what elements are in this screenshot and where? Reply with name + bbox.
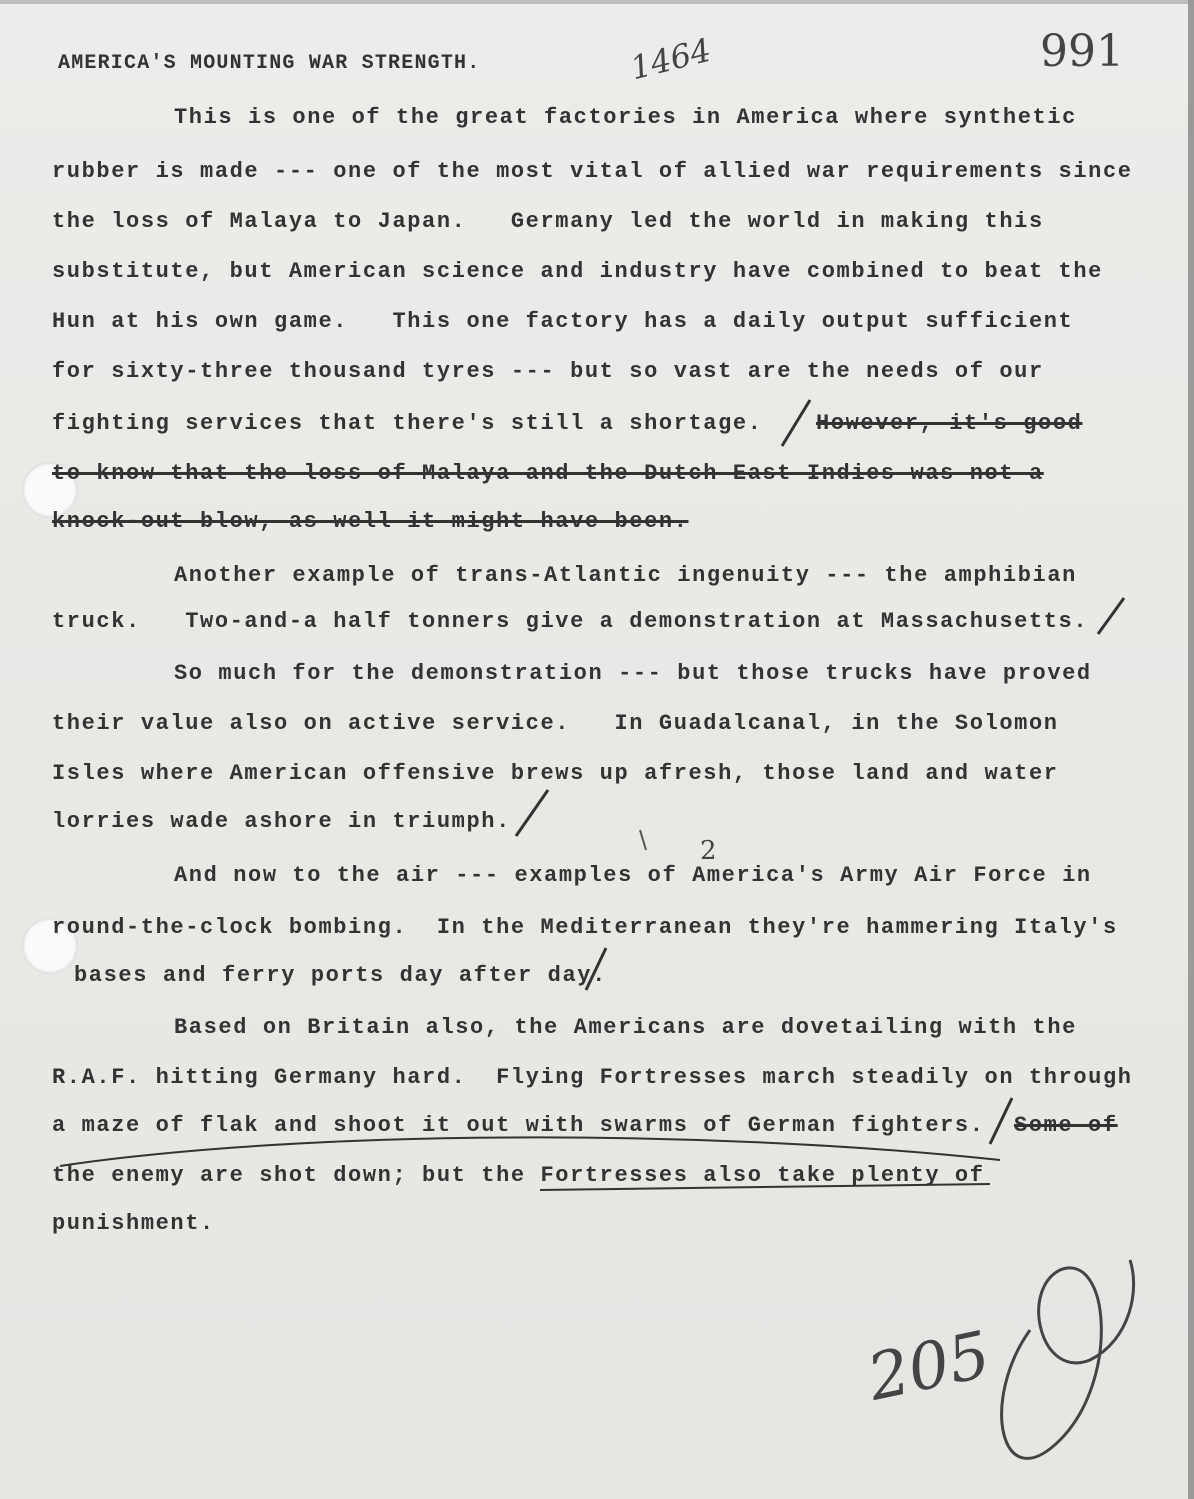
- text-line-22: the enemy are shot down; but the Fortresses also take plenty of: [52, 1163, 985, 1188]
- text-line-11: truck. Two-and-a half tonners give a demonstration at Massachusetts.: [52, 609, 1089, 634]
- text-line-19: Based on Britain also, the Americans are dovetailing with the: [174, 1015, 1077, 1040]
- text-line-23: punishment.: [52, 1211, 215, 1236]
- text-line-13: their value also on active service. In Guadalcanal, in the Solomon: [52, 711, 1059, 736]
- text-line-21: a maze of flak and shoot it out with swarms of German fighters.: [52, 1113, 985, 1138]
- slash-mark-2: [1098, 598, 1124, 634]
- pen-underline: [540, 1184, 990, 1190]
- text-line-18: bases and ferry ports day after day.: [74, 963, 607, 988]
- text-line-7: fighting services that there's still a shortage.: [52, 411, 763, 436]
- text-line-16: And now to the air --- examples of America's Army Air Force in: [174, 863, 1092, 888]
- pen-underline-curve: [60, 1137, 1000, 1166]
- footer-number: 205: [861, 1318, 997, 1416]
- text-line-17: round-the-clock bombing. In the Mediterranean they're hammering Italy's: [52, 915, 1118, 940]
- pen-loop: [1002, 1260, 1134, 1458]
- text-line-1: This is one of the great factories in America where synthetic: [174, 105, 1077, 130]
- text-line-12: So much for the demonstration --- but those trucks have proved: [174, 661, 1092, 686]
- text-line-10: Another example of trans-Atlantic ingenuity --- the amphibian: [174, 563, 1077, 588]
- text-line-14: Isles where American offensive brews up afresh, those land and water: [52, 761, 1059, 786]
- document-title: AMERICA'S MOUNTING WAR STRENGTH.: [58, 52, 481, 75]
- slash-mark-1: [782, 400, 810, 446]
- title-scrawl: 1464: [626, 30, 715, 88]
- text-line-4: substitute, but American science and industry have combined to beat the: [52, 259, 1103, 284]
- slash-mark-3: [516, 790, 548, 836]
- struck-text-line-8: to know that the loss of Malaya and the Dutch East Indies was not a: [52, 461, 1044, 486]
- text-line-3: the loss of Malaya to Japan. Germany led the world in making this: [52, 209, 1044, 234]
- slash-mark-4: [586, 948, 606, 990]
- text-line-6: for sixty-three thousand tyres --- but so vast are the needs of our: [52, 359, 1044, 384]
- pen-tick: [640, 830, 646, 850]
- struck-text-line-7b: However, it's good: [816, 411, 1083, 436]
- text-line-15: lorries wade ashore in triumph.: [52, 809, 511, 834]
- caret-annotation: 2: [700, 836, 717, 866]
- struck-text-line-21b: Some of: [1014, 1113, 1118, 1138]
- struck-text-line-9: knock-out blow, as well it might have been.: [52, 509, 689, 534]
- text-line-5: Hun at his own game. This one factory has a daily output sufficient: [52, 309, 1074, 334]
- page-number: 991: [1040, 26, 1124, 77]
- text-line-2: rubber is made --- one of the most vital of allied war requirements since: [52, 159, 1133, 184]
- text-line-20: R.A.F. hitting Germany hard. Flying Fortresses march steadily on through: [52, 1065, 1133, 1090]
- slash-mark-5: [990, 1098, 1012, 1144]
